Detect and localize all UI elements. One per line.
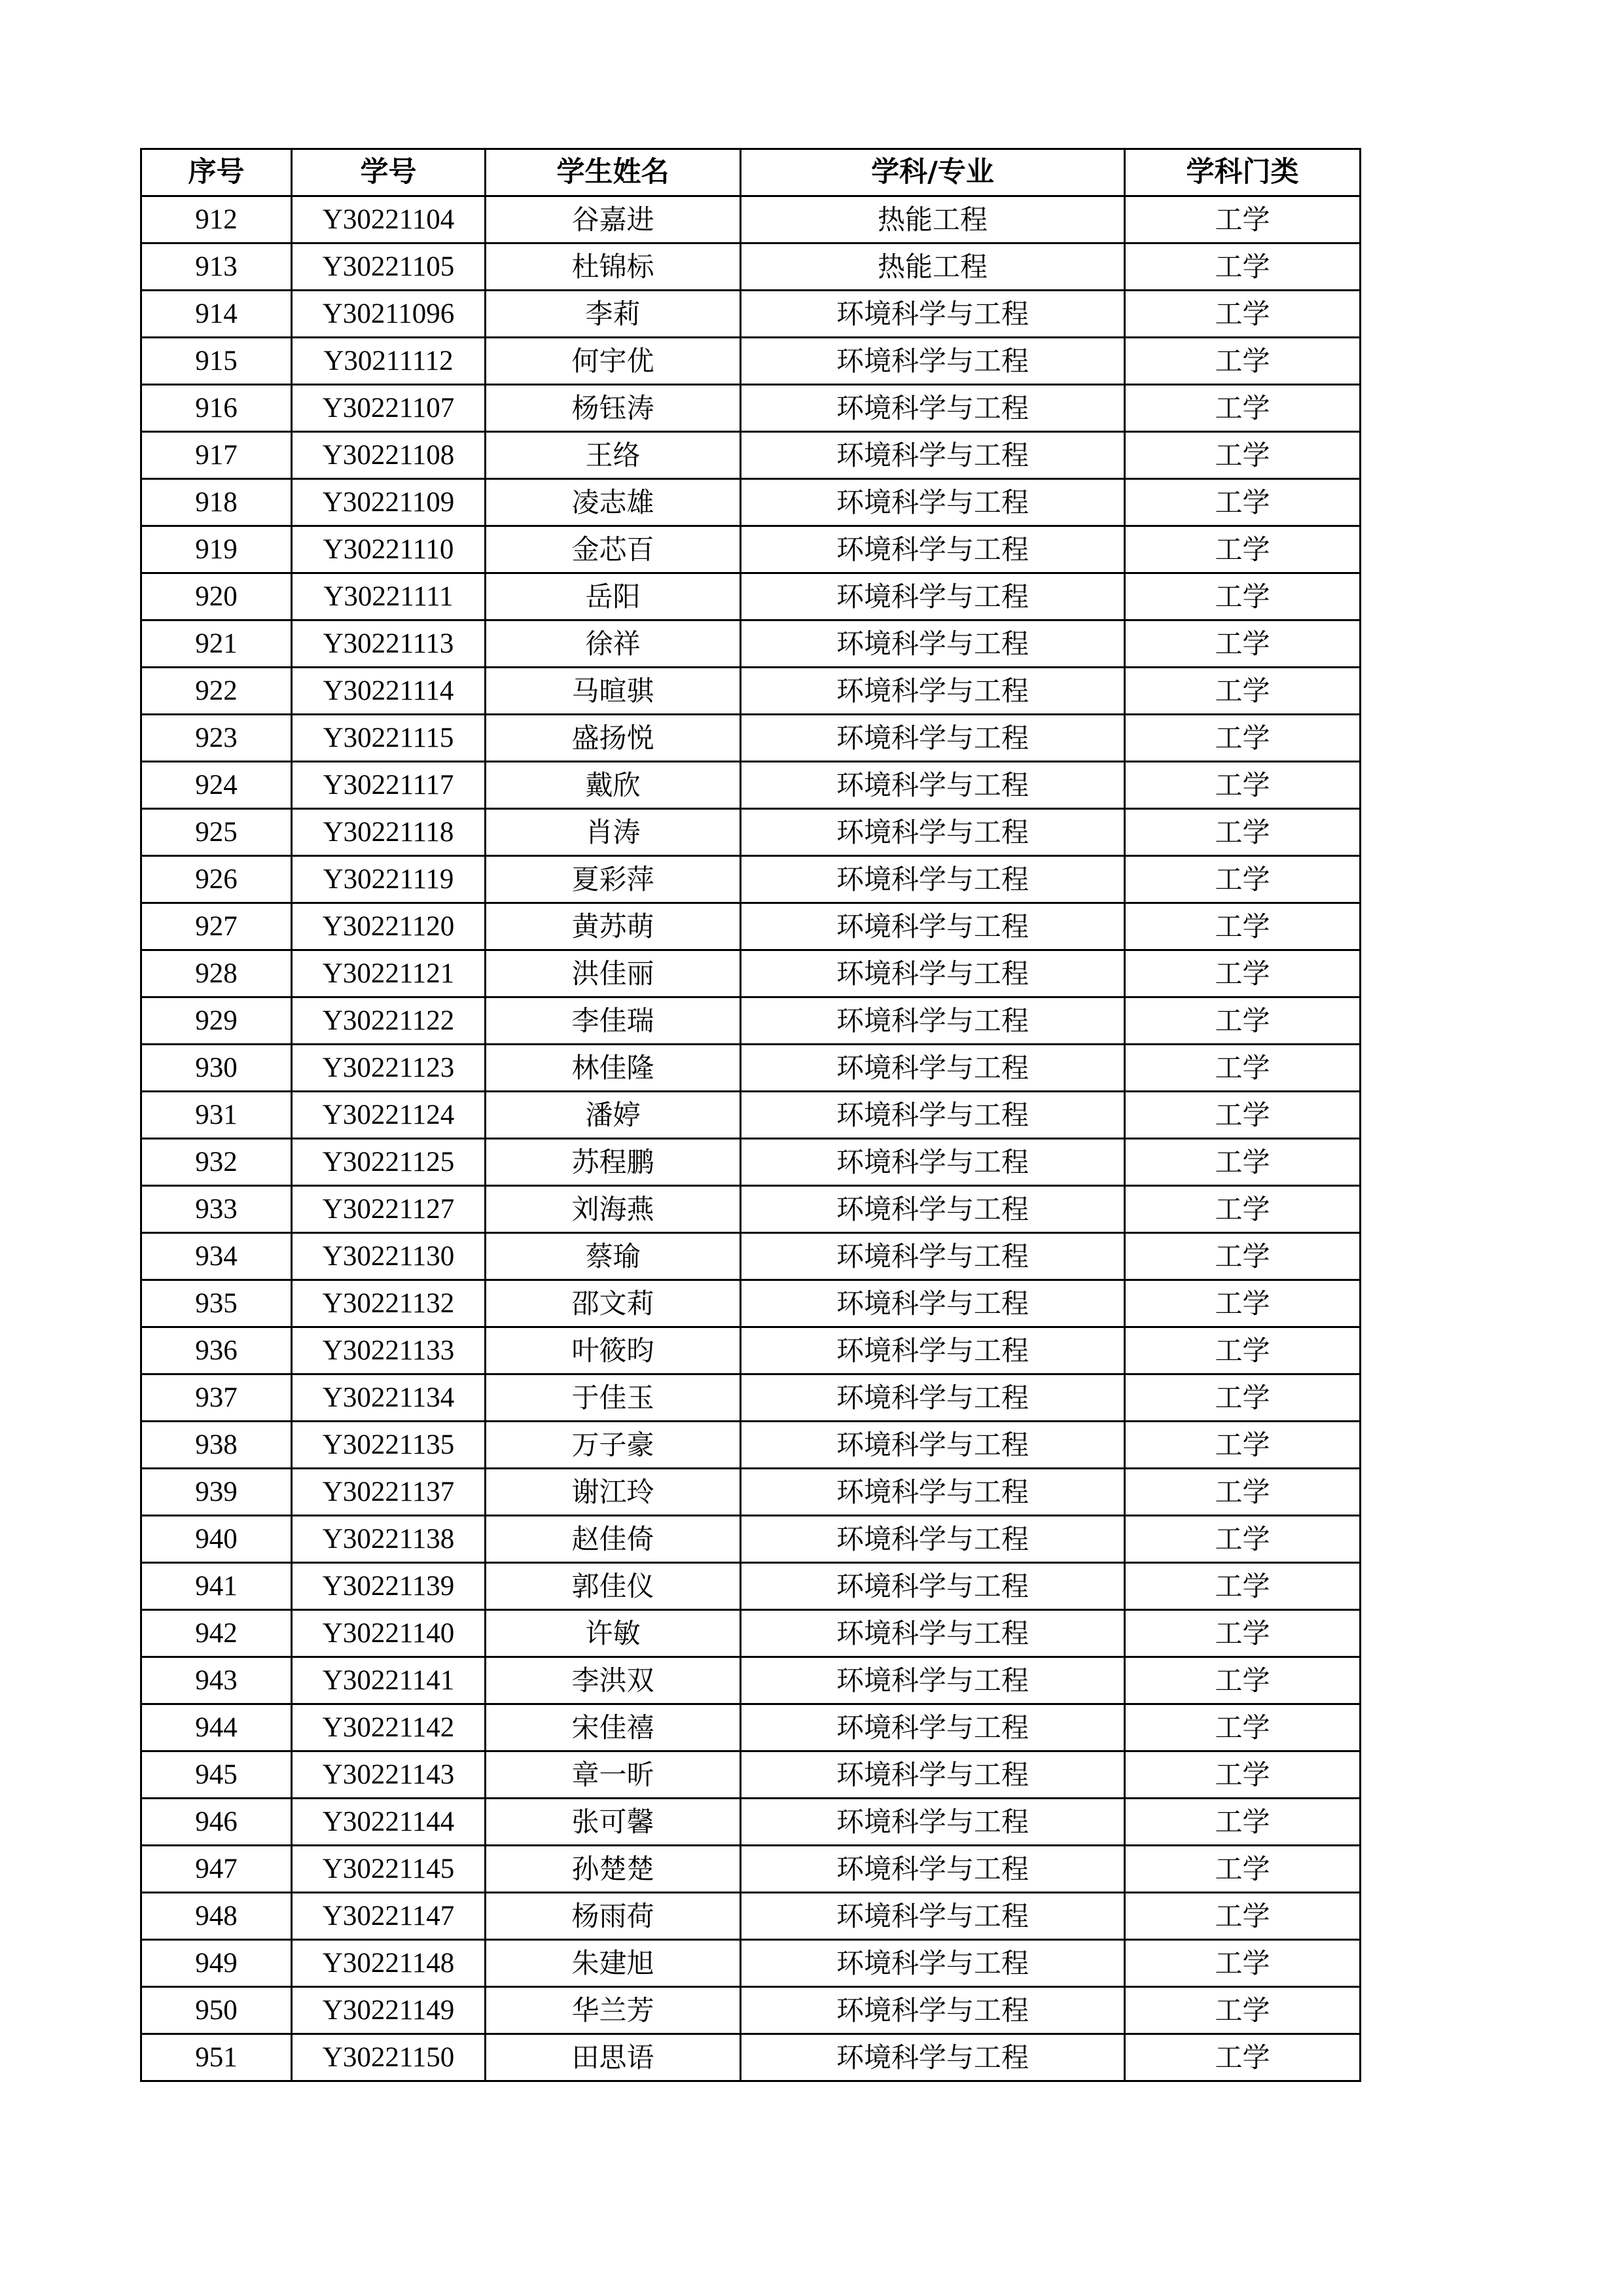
cell-discipline: 工学 [1125,2034,1361,2081]
cell-student-name: 盛扬悦 [486,715,741,762]
cell-student-id: Y30221145 [292,1846,486,1893]
cell-student-name: 黄苏萌 [486,903,741,950]
cell-discipline: 工学 [1125,950,1361,997]
student-roster-table [140,148,1361,2082]
table-row [141,762,1361,809]
cell-student-id: Y30221119 [292,856,486,903]
cell-discipline: 工学 [1125,1563,1361,1610]
table-row [141,950,1361,997]
cell-discipline: 工学 [1125,997,1361,1045]
cell-discipline: 工学 [1125,338,1361,385]
table-row [141,1092,1361,1139]
cell-student-id: Y30221122 [292,997,486,1045]
table-row [141,620,1361,668]
cell-student-id: Y30221120 [292,903,486,950]
cell-discipline: 工学 [1125,620,1361,668]
cell-student-name: 万子豪 [486,1422,741,1469]
cell-discipline: 工学 [1125,715,1361,762]
cell-student-name: 肖涛 [486,809,741,856]
table-row [141,668,1361,715]
cell-index: 921 [141,620,292,668]
cell-student-id: Y30221117 [292,762,486,809]
table-row [141,526,1361,573]
cell-discipline: 工学 [1125,385,1361,432]
cell-student-name: 邵文莉 [486,1280,741,1327]
cell-discipline: 工学 [1125,1092,1361,1139]
cell-major: 环境科学与工程 [741,762,1125,809]
cell-major: 环境科学与工程 [741,1940,1125,1987]
cell-student-name: 戴欣 [486,762,741,809]
cell-index: 947 [141,1846,292,1893]
table-row [141,1516,1361,1563]
cell-major: 环境科学与工程 [741,668,1125,715]
cell-student-id: Y30221110 [292,526,486,573]
cell-major: 环境科学与工程 [741,479,1125,526]
cell-discipline: 工学 [1125,1327,1361,1374]
cell-student-name: 李佳瑞 [486,997,741,1045]
cell-student-name: 凌志雄 [486,479,741,526]
cell-discipline: 工学 [1125,1799,1361,1846]
cell-student-name: 林佳隆 [486,1045,741,1092]
cell-index: 929 [141,997,292,1045]
cell-index: 925 [141,809,292,856]
cell-discipline: 工学 [1125,243,1361,291]
table-row [141,1469,1361,1516]
cell-index: 951 [141,2034,292,2081]
cell-index: 912 [141,196,292,243]
cell-student-id: Y30221104 [292,196,486,243]
cell-index: 948 [141,1893,292,1940]
cell-student-id: Y30221149 [292,1987,486,2034]
cell-index: 941 [141,1563,292,1610]
cell-index: 913 [141,243,292,291]
cell-student-id: Y30221127 [292,1186,486,1233]
cell-student-id: Y30221124 [292,1092,486,1139]
cell-student-name: 宋佳禧 [486,1704,741,1751]
cell-index: 934 [141,1233,292,1280]
cell-student-id: Y30221118 [292,809,486,856]
table-row [141,1327,1361,1374]
table-row [141,1139,1361,1186]
cell-index: 936 [141,1327,292,1374]
cell-discipline: 工学 [1125,1186,1361,1233]
cell-student-name: 李莉 [486,291,741,338]
table-row [141,997,1361,1045]
cell-major: 环境科学与工程 [741,1280,1125,1327]
table-row [141,856,1361,903]
cell-major: 环境科学与工程 [741,1987,1125,2034]
cell-major: 环境科学与工程 [741,903,1125,950]
cell-major: 环境科学与工程 [741,291,1125,338]
cell-student-id: Y30221132 [292,1280,486,1327]
cell-major: 环境科学与工程 [741,950,1125,997]
table-row [141,903,1361,950]
cell-student-id: Y30221140 [292,1610,486,1657]
cell-index: 935 [141,1280,292,1327]
cell-discipline: 工学 [1125,196,1361,243]
cell-discipline: 工学 [1125,668,1361,715]
cell-index: 933 [141,1186,292,1233]
cell-student-name: 谢江玲 [486,1469,741,1516]
cell-student-id: Y30221108 [292,432,486,479]
header-student-id: 学号 [292,149,486,196]
cell-discipline: 工学 [1125,1233,1361,1280]
cell-student-name: 杨雨荷 [486,1893,741,1940]
cell-major: 环境科学与工程 [741,1751,1125,1799]
cell-student-name: 何宇优 [486,338,741,385]
cell-index: 926 [141,856,292,903]
cell-index: 919 [141,526,292,573]
cell-discipline: 工学 [1125,1657,1361,1704]
cell-major: 环境科学与工程 [741,1704,1125,1751]
table-row [141,1987,1361,2034]
cell-student-name: 夏彩萍 [486,856,741,903]
cell-major: 热能工程 [741,196,1125,243]
cell-student-id: Y30221123 [292,1045,486,1092]
cell-student-id: Y30221135 [292,1422,486,1469]
cell-student-name: 孙楚楚 [486,1846,741,1893]
cell-index: 950 [141,1987,292,2034]
table-row [141,243,1361,291]
cell-discipline: 工学 [1125,903,1361,950]
cell-student-name: 郭佳仪 [486,1563,741,1610]
cell-student-id: Y30221107 [292,385,486,432]
cell-student-name: 刘海燕 [486,1186,741,1233]
cell-major: 环境科学与工程 [741,856,1125,903]
table-row [141,1045,1361,1092]
cell-student-id: Y30221144 [292,1799,486,1846]
table-row [141,1893,1361,1940]
cell-student-id: Y30221113 [292,620,486,668]
cell-student-name: 华兰芳 [486,1987,741,2034]
cell-major: 环境科学与工程 [741,1233,1125,1280]
cell-index: 937 [141,1374,292,1422]
cell-major: 环境科学与工程 [741,715,1125,762]
cell-student-id: Y30221143 [292,1751,486,1799]
cell-student-id: Y30211112 [292,338,486,385]
cell-discipline: 工学 [1125,432,1361,479]
cell-student-name: 章一昕 [486,1751,741,1799]
cell-student-id: Y30221115 [292,715,486,762]
cell-student-name: 叶筱昀 [486,1327,741,1374]
cell-major: 环境科学与工程 [741,1563,1125,1610]
table-row [141,1422,1361,1469]
table-row [141,1563,1361,1610]
cell-student-id: Y30221130 [292,1233,486,1280]
cell-index: 939 [141,1469,292,1516]
table-row [141,715,1361,762]
table-row [141,809,1361,856]
cell-index: 918 [141,479,292,526]
cell-student-id: Y30221148 [292,1940,486,1987]
cell-student-name: 朱建旭 [486,1940,741,1987]
cell-index: 917 [141,432,292,479]
cell-index: 940 [141,1516,292,1563]
table-row [141,1186,1361,1233]
cell-index: 923 [141,715,292,762]
cell-major: 环境科学与工程 [741,997,1125,1045]
cell-index: 916 [141,385,292,432]
cell-discipline: 工学 [1125,526,1361,573]
cell-student-id: Y30211096 [292,291,486,338]
cell-major: 热能工程 [741,243,1125,291]
cell-student-name: 王络 [486,432,741,479]
cell-discipline: 工学 [1125,1139,1361,1186]
cell-index: 944 [141,1704,292,1751]
table-row [141,479,1361,526]
cell-major: 环境科学与工程 [741,1469,1125,1516]
cell-major: 环境科学与工程 [741,1186,1125,1233]
cell-major: 环境科学与工程 [741,1374,1125,1422]
cell-student-name: 田思语 [486,2034,741,2081]
cell-major: 环境科学与工程 [741,1846,1125,1893]
cell-student-id: Y30221141 [292,1657,486,1704]
cell-student-name: 杨钰涛 [486,385,741,432]
cell-index: 938 [141,1422,292,1469]
cell-discipline: 工学 [1125,1704,1361,1751]
cell-discipline: 工学 [1125,1610,1361,1657]
header-student-name: 学生姓名 [486,149,741,196]
cell-student-id: Y30221139 [292,1563,486,1610]
header-index: 序号 [141,149,292,196]
header-discipline: 学科门类 [1125,149,1361,196]
cell-student-name: 马暄骐 [486,668,741,715]
cell-student-id: Y30221134 [292,1374,486,1422]
cell-index: 928 [141,950,292,997]
cell-index: 920 [141,573,292,620]
cell-student-id: Y30221147 [292,1893,486,1940]
cell-major: 环境科学与工程 [741,1092,1125,1139]
cell-index: 949 [141,1940,292,1987]
cell-index: 932 [141,1139,292,1186]
table-row [141,1799,1361,1846]
cell-student-id: Y30221121 [292,950,486,997]
table-row [141,385,1361,432]
cell-discipline: 工学 [1125,573,1361,620]
cell-major: 环境科学与工程 [741,1893,1125,1940]
cell-student-name: 张可馨 [486,1799,741,1846]
cell-major: 环境科学与工程 [741,1422,1125,1469]
cell-discipline: 工学 [1125,856,1361,903]
cell-discipline: 工学 [1125,1846,1361,1893]
cell-student-id: Y30221137 [292,1469,486,1516]
cell-discipline: 工学 [1125,1280,1361,1327]
cell-discipline: 工学 [1125,1374,1361,1422]
table-row [141,432,1361,479]
table-row [141,291,1361,338]
table-row [141,338,1361,385]
cell-major: 环境科学与工程 [741,2034,1125,2081]
cell-student-name: 洪佳丽 [486,950,741,997]
cell-index: 942 [141,1610,292,1657]
cell-discipline: 工学 [1125,1987,1361,2034]
cell-discipline: 工学 [1125,1469,1361,1516]
cell-discipline: 工学 [1125,809,1361,856]
cell-major: 环境科学与工程 [741,1516,1125,1563]
cell-index: 931 [141,1092,292,1139]
table-row [141,1704,1361,1751]
table-row [141,2034,1361,2081]
table-row [141,573,1361,620]
cell-major: 环境科学与工程 [741,385,1125,432]
cell-student-name: 于佳玉 [486,1374,741,1422]
cell-discipline: 工学 [1125,1940,1361,1987]
cell-student-id: Y30221150 [292,2034,486,2081]
cell-student-name: 徐祥 [486,620,741,668]
cell-discipline: 工学 [1125,1893,1361,1940]
cell-index: 924 [141,762,292,809]
cell-student-name: 杜锦标 [486,243,741,291]
cell-student-name: 赵佳倚 [486,1516,741,1563]
cell-discipline: 工学 [1125,1045,1361,1092]
cell-major: 环境科学与工程 [741,1799,1125,1846]
header-major: 学科/专业 [741,149,1125,196]
cell-index: 945 [141,1751,292,1799]
table-row [141,196,1361,243]
table-row [141,1657,1361,1704]
cell-major: 环境科学与工程 [741,1139,1125,1186]
cell-student-id: Y30221114 [292,668,486,715]
cell-student-name: 金芯百 [486,526,741,573]
cell-index: 930 [141,1045,292,1092]
table-row [141,1751,1361,1799]
table-header-row [141,149,1361,196]
cell-major: 环境科学与工程 [741,432,1125,479]
cell-student-id: Y30221109 [292,479,486,526]
table-row [141,1846,1361,1893]
table-row [141,1940,1361,1987]
cell-major: 环境科学与工程 [741,1045,1125,1092]
cell-index: 946 [141,1799,292,1846]
cell-student-name: 许敏 [486,1610,741,1657]
cell-index: 943 [141,1657,292,1704]
cell-major: 环境科学与工程 [741,1327,1125,1374]
cell-student-id: Y30221125 [292,1139,486,1186]
cell-major: 环境科学与工程 [741,573,1125,620]
cell-student-id: Y30221142 [292,1704,486,1751]
cell-major: 环境科学与工程 [741,620,1125,668]
cell-student-id: Y30221133 [292,1327,486,1374]
cell-discipline: 工学 [1125,1422,1361,1469]
cell-discipline: 工学 [1125,1516,1361,1563]
cell-discipline: 工学 [1125,479,1361,526]
cell-student-id: Y30221105 [292,243,486,291]
cell-major: 环境科学与工程 [741,338,1125,385]
cell-major: 环境科学与工程 [741,1657,1125,1704]
cell-index: 927 [141,903,292,950]
cell-index: 915 [141,338,292,385]
cell-discipline: 工学 [1125,762,1361,809]
table-row [141,1280,1361,1327]
cell-major: 环境科学与工程 [741,526,1125,573]
table-row [141,1233,1361,1280]
table-row [141,1374,1361,1422]
cell-student-id: Y30221138 [292,1516,486,1563]
cell-index: 914 [141,291,292,338]
table-body [141,196,1361,2081]
cell-student-name: 岳阳 [486,573,741,620]
cell-student-name: 蔡瑜 [486,1233,741,1280]
cell-student-name: 谷嘉进 [486,196,741,243]
table-row [141,1610,1361,1657]
cell-major: 环境科学与工程 [741,809,1125,856]
cell-discipline: 工学 [1125,291,1361,338]
cell-student-name: 李洪双 [486,1657,741,1704]
cell-student-id: Y30221111 [292,573,486,620]
cell-index: 922 [141,668,292,715]
cell-discipline: 工学 [1125,1751,1361,1799]
cell-student-name: 苏程鹏 [486,1139,741,1186]
cell-major: 环境科学与工程 [741,1610,1125,1657]
cell-student-name: 潘婷 [486,1092,741,1139]
